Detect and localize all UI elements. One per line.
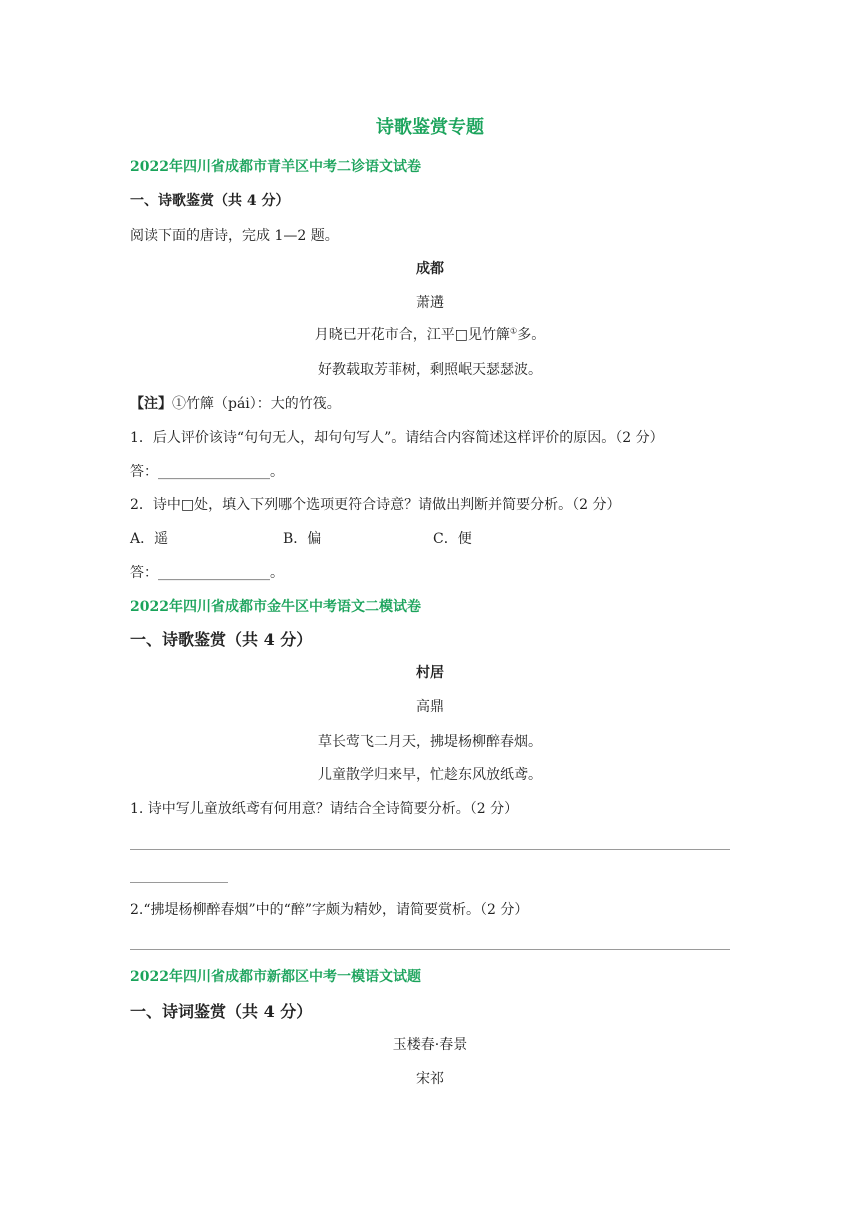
section1-source: 2022年四川省成都市青羊区中考二诊语文试卷 — [130, 159, 421, 175]
answer-line — [130, 849, 730, 850]
section1-heading: 一、诗歌鉴赏（共 4 分） — [130, 193, 290, 209]
footnote-mark: ① — [510, 326, 518, 336]
poem-line-1-part-b: 见竹簰 — [468, 327, 511, 343]
section2-source: 2022年四川省成都市金牛区中考语文二模试卷 — [130, 599, 421, 615]
poem-line-1-part-a: 月晓已开花市合，江平 — [314, 327, 455, 343]
section3-source: 2022年四川省成都市新都区中考一模语文试题 — [130, 969, 421, 985]
note-text: ①竹簰（pái）：大的竹筏。 — [172, 396, 341, 412]
section3-heading: 一、诗词鉴赏（共 4 分） — [130, 1002, 313, 1021]
option-c: C．便 — [433, 531, 472, 547]
section1-poem-title: 成都 — [416, 261, 444, 277]
section2-poem-title: 村居 — [416, 665, 444, 681]
answer-line — [130, 949, 730, 950]
section1-instruction: 阅读下面的唐诗，完成 1—2 题。 — [130, 228, 339, 244]
answer-line-short — [130, 882, 228, 883]
poem-blank-box: □ — [454, 327, 469, 343]
poem-line-1-part-c: 多。 — [517, 327, 546, 343]
page-title: 诗歌鉴赏专题 — [376, 117, 484, 138]
section2-heading: 一、诗歌鉴赏（共 4 分） — [130, 630, 313, 649]
section1-question-1: 1．后人评价该诗“句句无人，却句句写人”。请结合内容简述这样评价的原因。（2 分） — [130, 430, 664, 446]
section1-poem-line-2: 好教载取芳菲树，剩照岷天瑟瑟波。 — [318, 362, 542, 378]
section1-question-2: 2．诗中□处，填入下列哪个选项更符合诗意？请做出判断并简要分析。（2 分） — [130, 497, 621, 513]
section2-poet: 高鼎 — [416, 699, 444, 715]
section3-poem-title: 玉楼春·春景 — [392, 1037, 468, 1053]
note-label: 【注】 — [130, 396, 172, 412]
section1-answer-2: 答：________________。 — [130, 565, 284, 581]
section2-question-2: 2.“拂堤杨柳醉春烟”中的“醉”字颇为精妙，请简要赏析。（2 分） — [130, 902, 529, 918]
option-b: B．偏 — [283, 531, 322, 547]
option-a: A．遥 — [130, 531, 169, 547]
section2-question-1: 1. 诗中写儿童放纸鸢有何用意？请结合全诗简要分析。（2 分） — [130, 801, 519, 817]
section2-poem-line-1: 草长莺飞二月天，拂堤杨柳醉春烟。 — [318, 734, 542, 750]
section1-answer-1: 答：________________。 — [130, 464, 284, 480]
section1-poem-line-1 — [0, 325, 860, 345]
section1-note — [130, 394, 341, 414]
section1-poet: 萧遘 — [416, 295, 444, 311]
section2-poem-line-2: 儿童散学归来早，忙趁东风放纸鸢。 — [318, 767, 542, 783]
section3-poet: 宋祁 — [416, 1071, 444, 1087]
